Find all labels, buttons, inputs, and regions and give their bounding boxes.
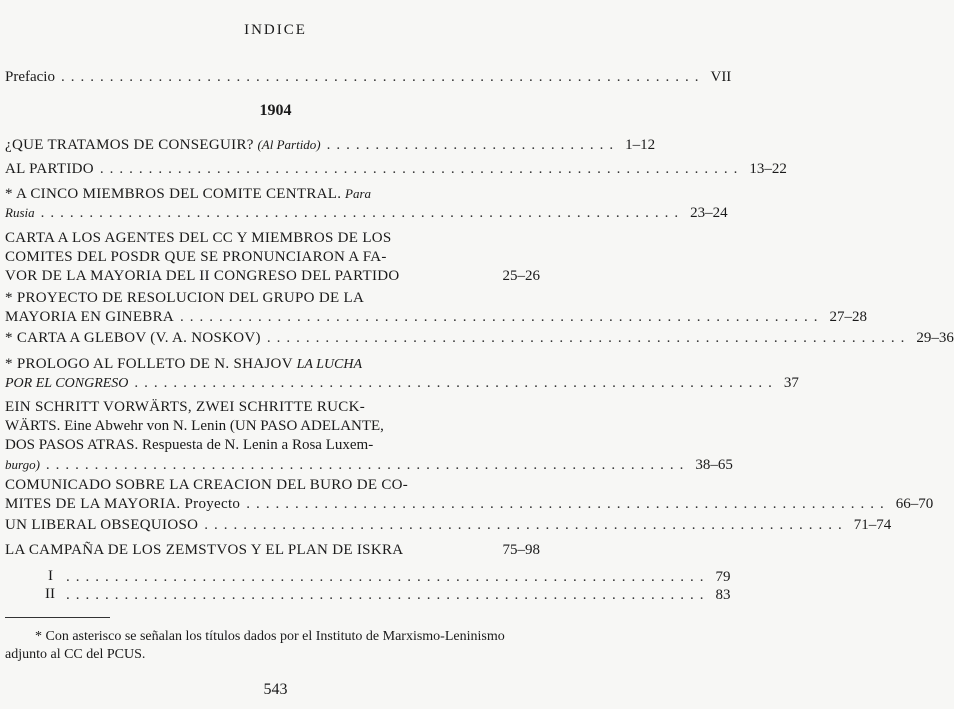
page-number: 543 <box>263 681 288 698</box>
toc-entry <box>5 329 954 348</box>
entry-title: * CARTA A GLEBOV (V. A. NOSKOV) <box>5 330 261 346</box>
toc-entry <box>5 135 656 154</box>
entry-title: LA CAMPAÑA DE LOS ZEMSTVOS Y EL PLAN DE ISKRA <box>5 542 404 558</box>
toc-entry <box>5 516 892 535</box>
leader-dots: .............................. <box>326 137 620 153</box>
entry-subtitle: burgo) <box>5 457 40 472</box>
entry-title: ¿QUE TRATAMOS DE CONSEGUIR? <box>5 137 254 153</box>
entry-title: * A CINCO MIEMBROS DEL COMITE CENTRAL. <box>5 186 342 202</box>
toc-entry <box>5 184 728 222</box>
entry-title: VOR DE LA MAYORIA DEL II CONGRESO DEL PARTIDO <box>5 268 400 284</box>
entry-title: COMITES DEL POSDR QUE SE PRONUNCIARON A FA- <box>5 249 387 265</box>
entry-subtitle: LA LUCHA <box>296 357 363 372</box>
toc-entry <box>5 398 733 474</box>
footnote-rule <box>5 617 110 618</box>
toc-entry-preface <box>5 68 732 87</box>
entry-title: DOS PASOS ATRAS. Respuesta de N. Lenin a Rosa Luxem- <box>5 437 374 453</box>
section-year: 1904 <box>259 102 292 119</box>
entry-title: COMUNICADO SOBRE LA CREACION DEL BURO DE CO- <box>5 477 409 493</box>
toc-entry <box>5 229 540 286</box>
entry-subtitle: POR EL CONGRESO <box>5 376 129 391</box>
entry-page: 13–22 <box>749 161 787 177</box>
subentry <box>60 568 731 587</box>
leader-dots: .................................................................. <box>246 496 890 512</box>
entry-title: * PROLOGO AL FOLLETO DE N. SHAJOV <box>5 356 293 372</box>
entry-page: 66–70 <box>895 496 934 512</box>
subentry-page: 83 <box>715 587 731 603</box>
entry-subtitle: (Al Partido) <box>257 137 321 152</box>
entry-page: 25–26 <box>502 268 540 284</box>
leader-dots: .................................................................. <box>66 587 710 603</box>
entry-title: CARTA A LOS AGENTES DEL CC Y MIEMBROS DE LOS <box>5 230 392 246</box>
entry-subtitle: Rusia <box>5 205 35 220</box>
entry-page: 71–74 <box>853 517 892 533</box>
subentry-label: II <box>45 586 55 602</box>
entry-title: EIN SCHRITT VORWÄRTS, ZWEI SCHRITTE RUCK- <box>5 399 366 415</box>
entry-title: AL PARTIDO <box>5 161 94 177</box>
leader-dots: .................................................................. <box>204 517 848 533</box>
toc-entry <box>5 476 934 514</box>
subentry-page: 79 <box>715 569 731 585</box>
subentry-label: I <box>48 568 53 584</box>
leader-dots: .................................................................. <box>99 161 744 177</box>
toc-entry <box>5 541 540 560</box>
toc-entry <box>5 355 799 393</box>
toc-entry <box>5 160 787 179</box>
entry-title: MITES DE LA MAYORIA. Proyecto <box>5 496 241 512</box>
leader-dots: .................................................................. <box>134 375 778 391</box>
entry-title: Prefacio <box>5 69 55 85</box>
toc-entry <box>5 289 868 327</box>
entry-page: VII <box>710 69 732 85</box>
entry-page: 37 <box>783 375 799 391</box>
entry-page: 38–65 <box>695 457 733 473</box>
entry-page: 29–36 <box>916 330 954 346</box>
entry-title: * PROYECTO DE RESOLUCION DEL GRUPO DE LA <box>5 290 365 306</box>
leader-dots: .................................................................. <box>45 457 690 473</box>
leader-dots: .................................................................. <box>266 330 911 346</box>
subentry <box>60 586 731 605</box>
leader-dots: .................................................................. <box>180 309 824 325</box>
entry-page: 23–24 <box>690 205 728 221</box>
entry-page: 1–12 <box>625 137 656 153</box>
leader-dots: .................................................................. <box>60 69 705 85</box>
page-title: INDICE <box>244 22 307 38</box>
footnote: * Con asterisco se señalan los títulos dados por el Instituto de Marxismo-Leninismo adjunto al CC del PCUS. <box>5 629 505 662</box>
leader-dots: .................................................................. <box>66 569 710 585</box>
entry-title: UN LIBERAL OBSEQUIOSO <box>5 517 199 533</box>
entry-subtitle: Para <box>345 186 372 201</box>
entry-page: 75–98 <box>502 542 540 558</box>
entry-title: WÄRTS. Eine Abwehr von N. Lenin (UN PASO ADELANTE, <box>5 418 384 434</box>
leader-dots: .................................................................. <box>40 205 685 221</box>
entry-title: MAYORIA EN GINEBRA <box>5 309 175 325</box>
entry-page: 27–28 <box>829 309 868 325</box>
